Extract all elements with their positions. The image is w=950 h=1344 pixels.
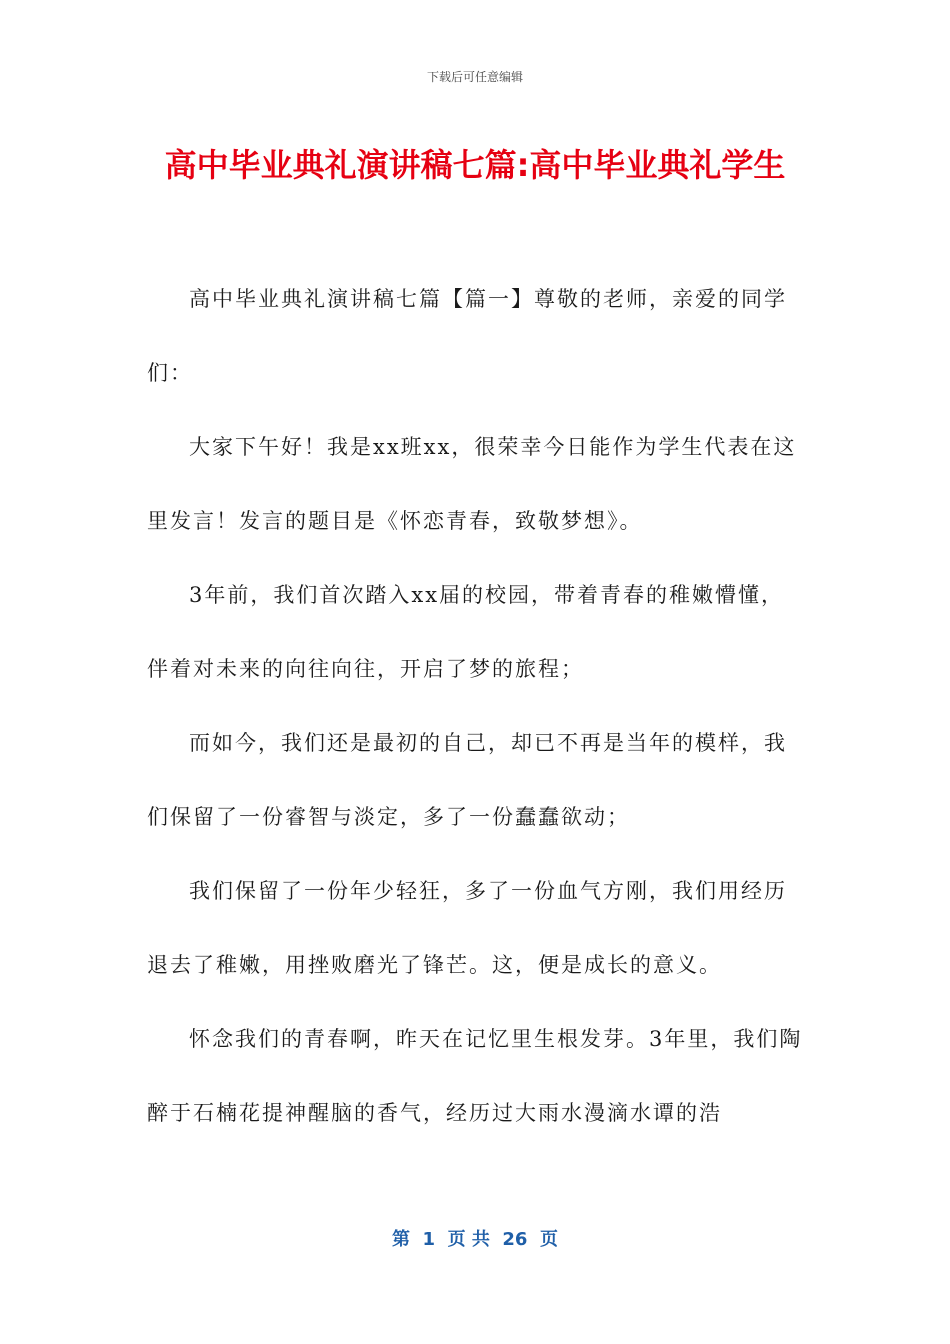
- paragraph: 高中毕业典礼演讲稿七篇【篇一】尊敬的老师，亲爱的同学们：: [147, 287, 787, 385]
- document-body: [147, 262, 807, 1150]
- paragraph: 而如今，我们还是最初的自己，却已不再是当年的模样，我们保留了一份睿智与淡定，多了一份蠢蠢欲动；: [147, 731, 787, 829]
- paragraph: 怀念我们的青春啊，昨天在记忆里生根发芽。3年里，我们陶醉于石楠花提神醒脑的香气，经历过大雨水漫滴水谭的浩: [147, 1027, 803, 1125]
- paragraph: 3年前，我们首次踏入xx届的校园，带着青春的稚嫩懵懂，伴着对未来的向往向往，开启了梦的旅程；: [147, 583, 785, 681]
- document-title: 高中毕业典礼演讲稿七篇:高中毕业典礼学生: [164, 146, 786, 184]
- header-note: 下载后可任意编辑: [426, 70, 523, 84]
- page-number: 第 1 页 共 26 页: [392, 1229, 558, 1250]
- paragraph: 我们保留了一份年少轻狂，多了一份血气方刚，我们用经历退去了稚嫩，用挫败磨光了锋芒。这，便是成长的意义。: [147, 879, 787, 977]
- paragraph: 大家下午好！我是xx班xx，很荣幸今日能作为学生代表在这里发言！发言的题目是《怀恋青春，致敬梦想》。: [147, 435, 797, 533]
